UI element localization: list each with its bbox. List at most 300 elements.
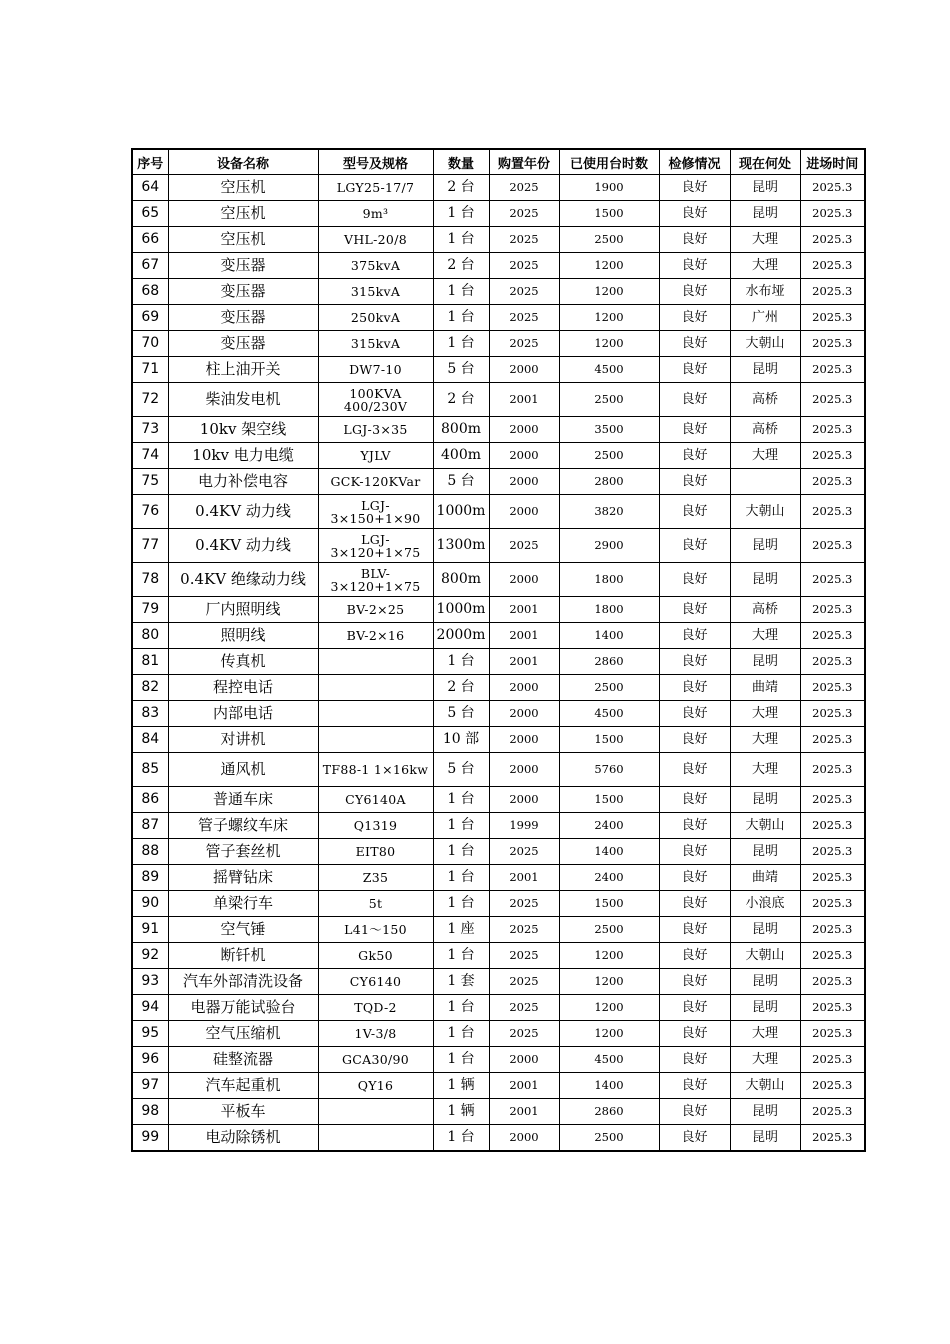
cell-location: 广州 bbox=[730, 305, 800, 331]
cell-qty: 1 辆 bbox=[433, 1073, 489, 1099]
cell-entry: 2025.3 bbox=[800, 891, 865, 917]
cell-model: 250kvA bbox=[318, 305, 433, 331]
cell-name: 空压机 bbox=[168, 227, 318, 253]
cell-year: 2025 bbox=[489, 969, 559, 995]
cell-hours: 4500 bbox=[559, 1047, 659, 1073]
cell-repair: 良好 bbox=[659, 227, 730, 253]
cell-model: BV-2×25 bbox=[318, 597, 433, 623]
cell-hours: 3820 bbox=[559, 495, 659, 529]
cell-year: 2000 bbox=[489, 701, 559, 727]
cell-qty: 1 台 bbox=[433, 649, 489, 675]
cell-entry: 2025.3 bbox=[800, 495, 865, 529]
table-row bbox=[132, 383, 865, 417]
cell-repair: 良好 bbox=[659, 201, 730, 227]
cell-hours: 1200 bbox=[559, 943, 659, 969]
cell-model: LGJ- 3×150+1×90 bbox=[318, 495, 433, 529]
cell-name: 电动除锈机 bbox=[168, 1125, 318, 1152]
cell-entry: 2025.3 bbox=[800, 331, 865, 357]
cell-model: 5t bbox=[318, 891, 433, 917]
cell-model: LGY25-17/7 bbox=[318, 175, 433, 201]
cell-qty: 400m bbox=[433, 443, 489, 469]
cell-hours: 3500 bbox=[559, 417, 659, 443]
cell-name: 0.4KV 动力线 bbox=[168, 529, 318, 563]
table-row bbox=[132, 1047, 865, 1073]
cell-entry: 2025.3 bbox=[800, 969, 865, 995]
cell-location: 昆明 bbox=[730, 969, 800, 995]
cell-no: 71 bbox=[132, 357, 168, 383]
cell-repair: 良好 bbox=[659, 305, 730, 331]
table-row bbox=[132, 563, 865, 597]
cell-year: 2000 bbox=[489, 357, 559, 383]
cell-year: 2000 bbox=[489, 469, 559, 495]
table-row bbox=[132, 331, 865, 357]
cell-entry: 2025.3 bbox=[800, 813, 865, 839]
table-row bbox=[132, 1099, 865, 1125]
cell-year: 2025 bbox=[489, 331, 559, 357]
cell-entry: 2025.3 bbox=[800, 597, 865, 623]
cell-location: 大理 bbox=[730, 227, 800, 253]
cell-entry: 2025.3 bbox=[800, 1125, 865, 1152]
table-header-row bbox=[132, 149, 865, 175]
cell-location: 大朝山 bbox=[730, 1073, 800, 1099]
cell-year: 2025 bbox=[489, 995, 559, 1021]
cell-model: VHL-20/8 bbox=[318, 227, 433, 253]
cell-no: 72 bbox=[132, 383, 168, 417]
cell-no: 73 bbox=[132, 417, 168, 443]
cell-location: 昆明 bbox=[730, 357, 800, 383]
cell-year: 2025 bbox=[489, 529, 559, 563]
cell-no: 88 bbox=[132, 839, 168, 865]
table-row bbox=[132, 753, 865, 787]
cell-name: 10kv 电力电缆 bbox=[168, 443, 318, 469]
cell-year: 2025 bbox=[489, 917, 559, 943]
cell-hours: 1800 bbox=[559, 563, 659, 597]
cell-location: 昆明 bbox=[730, 563, 800, 597]
cell-entry: 2025.3 bbox=[800, 357, 865, 383]
cell-no: 83 bbox=[132, 701, 168, 727]
cell-repair: 良好 bbox=[659, 839, 730, 865]
table-row bbox=[132, 529, 865, 563]
cell-qty: 5 台 bbox=[433, 701, 489, 727]
cell-repair: 良好 bbox=[659, 727, 730, 753]
cell-qty: 5 台 bbox=[433, 753, 489, 787]
cell-year: 2001 bbox=[489, 383, 559, 417]
cell-name: 0.4KV 动力线 bbox=[168, 495, 318, 529]
table-row bbox=[132, 1125, 865, 1152]
cell-qty: 800m bbox=[433, 417, 489, 443]
cell-no: 76 bbox=[132, 495, 168, 529]
table-row bbox=[132, 839, 865, 865]
cell-location: 昆明 bbox=[730, 839, 800, 865]
cell-qty: 1 辆 bbox=[433, 1099, 489, 1125]
cell-location: 高桥 bbox=[730, 383, 800, 417]
cell-hours: 2860 bbox=[559, 1099, 659, 1125]
cell-qty: 5 台 bbox=[433, 469, 489, 495]
cell-qty: 1000m bbox=[433, 597, 489, 623]
cell-year: 2000 bbox=[489, 787, 559, 813]
cell-qty: 1 台 bbox=[433, 1125, 489, 1152]
cell-year: 2001 bbox=[489, 865, 559, 891]
cell-name: 传真机 bbox=[168, 649, 318, 675]
cell-no: 84 bbox=[132, 727, 168, 753]
cell-location: 大理 bbox=[730, 1021, 800, 1047]
cell-hours: 1400 bbox=[559, 1073, 659, 1099]
cell-location: 大理 bbox=[730, 727, 800, 753]
cell-year: 2001 bbox=[489, 1073, 559, 1099]
cell-name: 摇臂钻床 bbox=[168, 865, 318, 891]
cell-location: 昆明 bbox=[730, 649, 800, 675]
cell-location: 昆明 bbox=[730, 995, 800, 1021]
cell-year: 2025 bbox=[489, 279, 559, 305]
cell-repair: 良好 bbox=[659, 787, 730, 813]
cell-name: 平板车 bbox=[168, 1099, 318, 1125]
cell-hours: 2400 bbox=[559, 865, 659, 891]
cell-repair: 良好 bbox=[659, 701, 730, 727]
table-row bbox=[132, 201, 865, 227]
cell-entry: 2025.3 bbox=[800, 727, 865, 753]
table-row bbox=[132, 787, 865, 813]
cell-name: 变压器 bbox=[168, 331, 318, 357]
cell-location: 高桥 bbox=[730, 417, 800, 443]
cell-no: 85 bbox=[132, 753, 168, 787]
cell-no: 95 bbox=[132, 1021, 168, 1047]
cell-year: 2000 bbox=[489, 495, 559, 529]
cell-entry: 2025.3 bbox=[800, 1073, 865, 1099]
cell-name: 程控电话 bbox=[168, 675, 318, 701]
table-row bbox=[132, 675, 865, 701]
cell-name: 断钎机 bbox=[168, 943, 318, 969]
cell-name: 管子螺纹车床 bbox=[168, 813, 318, 839]
cell-hours: 2500 bbox=[559, 1125, 659, 1152]
cell-name: 对讲机 bbox=[168, 727, 318, 753]
cell-model: LGJ- 3×120+1×75 bbox=[318, 529, 433, 563]
cell-repair: 良好 bbox=[659, 753, 730, 787]
cell-location: 昆明 bbox=[730, 529, 800, 563]
cell-hours: 2800 bbox=[559, 469, 659, 495]
cell-no: 80 bbox=[132, 623, 168, 649]
cell-hours: 1200 bbox=[559, 1021, 659, 1047]
cell-model bbox=[318, 727, 433, 753]
cell-location: 曲靖 bbox=[730, 675, 800, 701]
cell-model bbox=[318, 1099, 433, 1125]
cell-hours: 1200 bbox=[559, 279, 659, 305]
cell-qty: 1 台 bbox=[433, 1047, 489, 1073]
cell-location: 水布垭 bbox=[730, 279, 800, 305]
header-no: 序号 bbox=[132, 149, 168, 175]
cell-entry: 2025.3 bbox=[800, 675, 865, 701]
cell-location: 昆明 bbox=[730, 201, 800, 227]
cell-location: 大朝山 bbox=[730, 331, 800, 357]
table-row bbox=[132, 305, 865, 331]
cell-hours: 2500 bbox=[559, 227, 659, 253]
cell-location: 昆明 bbox=[730, 1099, 800, 1125]
cell-repair: 良好 bbox=[659, 597, 730, 623]
cell-model bbox=[318, 1125, 433, 1152]
cell-hours: 2400 bbox=[559, 813, 659, 839]
header-name: 设备名称 bbox=[168, 149, 318, 175]
cell-location: 昆明 bbox=[730, 787, 800, 813]
cell-location: 高桥 bbox=[730, 597, 800, 623]
cell-location: 大理 bbox=[730, 753, 800, 787]
cell-model: QY16 bbox=[318, 1073, 433, 1099]
cell-year: 2000 bbox=[489, 443, 559, 469]
cell-no: 86 bbox=[132, 787, 168, 813]
cell-no: 79 bbox=[132, 597, 168, 623]
cell-no: 90 bbox=[132, 891, 168, 917]
cell-model: EIT80 bbox=[318, 839, 433, 865]
cell-entry: 2025.3 bbox=[800, 701, 865, 727]
table-row bbox=[132, 469, 865, 495]
cell-qty: 1 台 bbox=[433, 331, 489, 357]
cell-entry: 2025.3 bbox=[800, 943, 865, 969]
table-row bbox=[132, 1021, 865, 1047]
cell-name: 通风机 bbox=[168, 753, 318, 787]
table-row bbox=[132, 1073, 865, 1099]
cell-name: 变压器 bbox=[168, 305, 318, 331]
cell-repair: 良好 bbox=[659, 279, 730, 305]
cell-hours: 1200 bbox=[559, 305, 659, 331]
cell-no: 64 bbox=[132, 175, 168, 201]
table-row bbox=[132, 917, 865, 943]
table-row bbox=[132, 995, 865, 1021]
cell-location: 大理 bbox=[730, 623, 800, 649]
cell-entry: 2025.3 bbox=[800, 443, 865, 469]
cell-name: 空气锤 bbox=[168, 917, 318, 943]
cell-location: 昆明 bbox=[730, 917, 800, 943]
cell-no: 78 bbox=[132, 563, 168, 597]
table-row bbox=[132, 495, 865, 529]
header-entry: 进场时间 bbox=[800, 149, 865, 175]
cell-model: Z35 bbox=[318, 865, 433, 891]
cell-model: CY6140 bbox=[318, 969, 433, 995]
cell-no: 74 bbox=[132, 443, 168, 469]
cell-year: 2025 bbox=[489, 305, 559, 331]
cell-location: 大理 bbox=[730, 443, 800, 469]
table-row bbox=[132, 969, 865, 995]
cell-name: 变压器 bbox=[168, 279, 318, 305]
cell-qty: 1000m bbox=[433, 495, 489, 529]
cell-year: 2025 bbox=[489, 943, 559, 969]
table-row bbox=[132, 417, 865, 443]
equipment-table bbox=[131, 148, 866, 1152]
cell-repair: 良好 bbox=[659, 865, 730, 891]
cell-repair: 良好 bbox=[659, 253, 730, 279]
cell-location: 大朝山 bbox=[730, 813, 800, 839]
cell-location: 昆明 bbox=[730, 175, 800, 201]
cell-no: 94 bbox=[132, 995, 168, 1021]
cell-repair: 良好 bbox=[659, 623, 730, 649]
cell-location: 大理 bbox=[730, 701, 800, 727]
cell-name: 汽车起重机 bbox=[168, 1073, 318, 1099]
cell-entry: 2025.3 bbox=[800, 305, 865, 331]
cell-no: 87 bbox=[132, 813, 168, 839]
cell-qty: 1300m bbox=[433, 529, 489, 563]
cell-qty: 1 台 bbox=[433, 995, 489, 1021]
cell-model bbox=[318, 701, 433, 727]
cell-no: 66 bbox=[132, 227, 168, 253]
cell-location: 昆明 bbox=[730, 1125, 800, 1152]
cell-repair: 良好 bbox=[659, 495, 730, 529]
cell-qty: 1 座 bbox=[433, 917, 489, 943]
cell-repair: 良好 bbox=[659, 529, 730, 563]
cell-entry: 2025.3 bbox=[800, 649, 865, 675]
cell-hours: 1500 bbox=[559, 201, 659, 227]
cell-repair: 良好 bbox=[659, 1047, 730, 1073]
table-row bbox=[132, 891, 865, 917]
cell-hours: 5760 bbox=[559, 753, 659, 787]
table-row bbox=[132, 649, 865, 675]
cell-repair: 良好 bbox=[659, 969, 730, 995]
cell-no: 82 bbox=[132, 675, 168, 701]
cell-hours: 1200 bbox=[559, 969, 659, 995]
table-row bbox=[132, 443, 865, 469]
cell-entry: 2025.3 bbox=[800, 839, 865, 865]
cell-model: DW7-10 bbox=[318, 357, 433, 383]
cell-name: 电器万能试验台 bbox=[168, 995, 318, 1021]
cell-model: 375kvA bbox=[318, 253, 433, 279]
cell-name: 空压机 bbox=[168, 201, 318, 227]
cell-name: 汽车外部清洗设备 bbox=[168, 969, 318, 995]
cell-hours: 2500 bbox=[559, 443, 659, 469]
cell-hours: 1500 bbox=[559, 891, 659, 917]
cell-hours: 2500 bbox=[559, 383, 659, 417]
cell-entry: 2025.3 bbox=[800, 917, 865, 943]
cell-year: 2000 bbox=[489, 1047, 559, 1073]
header-hours: 已使用台时数 bbox=[559, 149, 659, 175]
cell-hours: 4500 bbox=[559, 701, 659, 727]
cell-name: 空气压缩机 bbox=[168, 1021, 318, 1047]
cell-year: 2025 bbox=[489, 839, 559, 865]
table-row bbox=[132, 623, 865, 649]
cell-repair: 良好 bbox=[659, 563, 730, 597]
cell-model: 315kvA bbox=[318, 279, 433, 305]
cell-repair: 良好 bbox=[659, 995, 730, 1021]
table-row bbox=[132, 813, 865, 839]
cell-entry: 2025.3 bbox=[800, 227, 865, 253]
cell-entry: 2025.3 bbox=[800, 383, 865, 417]
cell-model: LGJ-3×35 bbox=[318, 417, 433, 443]
cell-entry: 2025.3 bbox=[800, 253, 865, 279]
cell-year: 2025 bbox=[489, 201, 559, 227]
table-row bbox=[132, 253, 865, 279]
cell-model: 1V-3/8 bbox=[318, 1021, 433, 1047]
cell-hours: 1500 bbox=[559, 727, 659, 753]
cell-entry: 2025.3 bbox=[800, 865, 865, 891]
cell-entry: 2025.3 bbox=[800, 417, 865, 443]
cell-name: 单梁行车 bbox=[168, 891, 318, 917]
cell-entry: 2025.3 bbox=[800, 1047, 865, 1073]
cell-qty: 2000m bbox=[433, 623, 489, 649]
cell-qty: 2 台 bbox=[433, 253, 489, 279]
cell-hours: 1200 bbox=[559, 995, 659, 1021]
cell-no: 68 bbox=[132, 279, 168, 305]
cell-model bbox=[318, 649, 433, 675]
cell-model: YJLV bbox=[318, 443, 433, 469]
cell-qty: 1 台 bbox=[433, 227, 489, 253]
cell-qty: 1 台 bbox=[433, 787, 489, 813]
cell-name: 内部电话 bbox=[168, 701, 318, 727]
cell-qty: 1 套 bbox=[433, 969, 489, 995]
cell-model: Gk50 bbox=[318, 943, 433, 969]
cell-repair: 良好 bbox=[659, 917, 730, 943]
cell-repair: 良好 bbox=[659, 813, 730, 839]
cell-name: 普通车床 bbox=[168, 787, 318, 813]
cell-no: 81 bbox=[132, 649, 168, 675]
cell-model: TQD-2 bbox=[318, 995, 433, 1021]
table-body bbox=[132, 175, 865, 1152]
cell-qty: 1 台 bbox=[433, 305, 489, 331]
cell-repair: 良好 bbox=[659, 649, 730, 675]
cell-repair: 良好 bbox=[659, 1021, 730, 1047]
cell-repair: 良好 bbox=[659, 1099, 730, 1125]
cell-model: GCK-120KVar bbox=[318, 469, 433, 495]
cell-location: 小浪底 bbox=[730, 891, 800, 917]
cell-qty: 5 台 bbox=[433, 357, 489, 383]
table-row bbox=[132, 357, 865, 383]
cell-year: 2025 bbox=[489, 891, 559, 917]
cell-model: L41～150 bbox=[318, 917, 433, 943]
header-year: 购置年份 bbox=[489, 149, 559, 175]
cell-no: 98 bbox=[132, 1099, 168, 1125]
cell-model: BLV- 3×120+1×75 bbox=[318, 563, 433, 597]
cell-qty: 1 台 bbox=[433, 1021, 489, 1047]
header-location: 现在何处 bbox=[730, 149, 800, 175]
cell-qty: 2 台 bbox=[433, 383, 489, 417]
cell-qty: 2 台 bbox=[433, 175, 489, 201]
cell-model: BV-2×16 bbox=[318, 623, 433, 649]
table-row bbox=[132, 175, 865, 201]
header-model: 型号及规格 bbox=[318, 149, 433, 175]
cell-year: 2001 bbox=[489, 597, 559, 623]
cell-hours: 2860 bbox=[559, 649, 659, 675]
table-row bbox=[132, 597, 865, 623]
cell-year: 2000 bbox=[489, 417, 559, 443]
cell-name: 管子套丝机 bbox=[168, 839, 318, 865]
cell-qty: 2 台 bbox=[433, 675, 489, 701]
cell-year: 2000 bbox=[489, 1125, 559, 1152]
cell-model: CY6140A bbox=[318, 787, 433, 813]
table-row bbox=[132, 279, 865, 305]
cell-year: 2000 bbox=[489, 563, 559, 597]
cell-name: 硅整流器 bbox=[168, 1047, 318, 1073]
cell-qty: 800m bbox=[433, 563, 489, 597]
cell-repair: 良好 bbox=[659, 1073, 730, 1099]
cell-location: 大朝山 bbox=[730, 943, 800, 969]
cell-name: 空压机 bbox=[168, 175, 318, 201]
header-qty: 数量 bbox=[433, 149, 489, 175]
cell-name: 10kv 架空线 bbox=[168, 417, 318, 443]
cell-hours: 4500 bbox=[559, 357, 659, 383]
cell-name: 变压器 bbox=[168, 253, 318, 279]
cell-year: 2000 bbox=[489, 675, 559, 701]
cell-hours: 1400 bbox=[559, 839, 659, 865]
cell-entry: 2025.3 bbox=[800, 469, 865, 495]
cell-entry: 2025.3 bbox=[800, 753, 865, 787]
cell-no: 67 bbox=[132, 253, 168, 279]
cell-name: 照明线 bbox=[168, 623, 318, 649]
cell-model bbox=[318, 675, 433, 701]
cell-repair: 良好 bbox=[659, 891, 730, 917]
cell-no: 77 bbox=[132, 529, 168, 563]
cell-location: 大朝山 bbox=[730, 495, 800, 529]
cell-entry: 2025.3 bbox=[800, 623, 865, 649]
cell-year: 2025 bbox=[489, 253, 559, 279]
cell-hours: 2500 bbox=[559, 675, 659, 701]
cell-year: 2025 bbox=[489, 175, 559, 201]
cell-qty: 1 台 bbox=[433, 813, 489, 839]
cell-location: 曲靖 bbox=[730, 865, 800, 891]
cell-name: 0.4KV 绝缘动力线 bbox=[168, 563, 318, 597]
